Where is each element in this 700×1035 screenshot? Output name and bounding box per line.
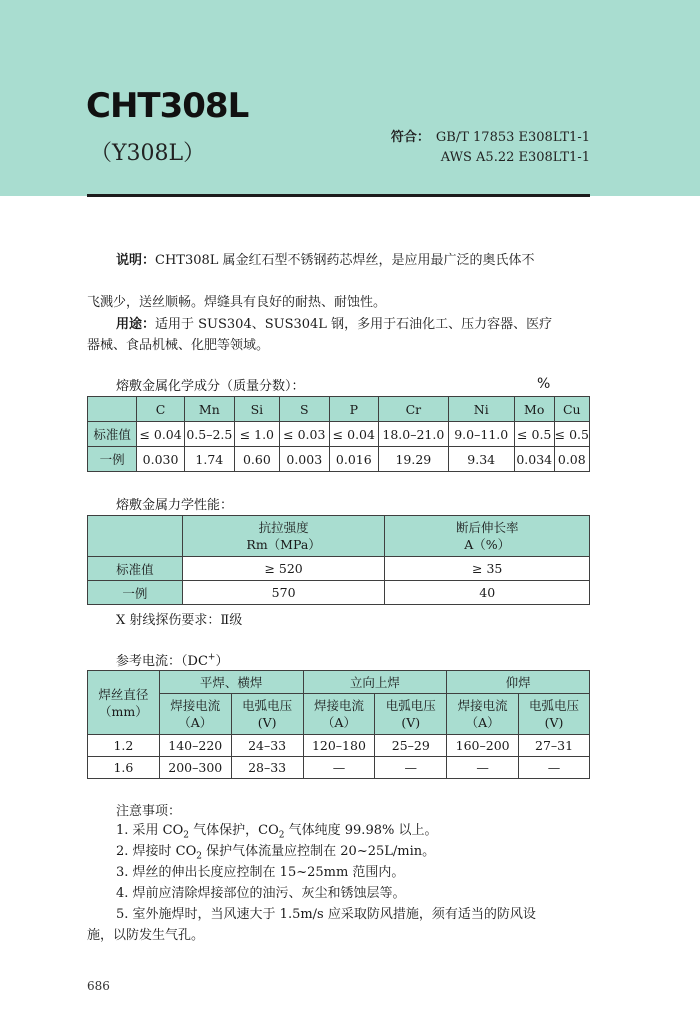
chemistry-title: 熔敷金属化学成分（质量分数）： xyxy=(116,379,305,394)
table-cell: 1.74 xyxy=(184,447,234,472)
chemistry-header-row xyxy=(88,397,590,422)
table-cell: 24–33 xyxy=(231,735,303,757)
mechanical-table xyxy=(87,515,590,605)
current-subheader: 焊接电流 （A） xyxy=(447,694,519,735)
product-subtitle: （Y308L） xyxy=(90,141,206,166)
voltage-subheader: 电弧电压 (V) xyxy=(231,694,303,735)
table-row xyxy=(88,422,590,447)
group-header-overhead: 仰焊 xyxy=(447,671,590,694)
group-header-vertical: 立向上焊 xyxy=(303,671,447,694)
note-5-line-2: 施，以防发生气孔。 xyxy=(87,928,205,943)
table-row xyxy=(88,757,590,779)
usage-label: 用途： xyxy=(116,317,156,332)
table-cell: 570 xyxy=(182,581,385,605)
chemistry-table xyxy=(87,396,590,472)
table-row xyxy=(88,447,590,472)
mechanical-header-cell xyxy=(88,516,183,557)
group-header-flat: 平焊、横焊 xyxy=(159,671,303,694)
mechanical-header-cell: 断后伸长率 A（%） xyxy=(385,516,590,557)
table-cell: 0.034 xyxy=(514,447,554,472)
current-subheader: 焊接电流 （A） xyxy=(159,694,231,735)
table-cell: 200–300 xyxy=(159,757,231,779)
table-cell: 25–29 xyxy=(375,735,447,757)
current-table xyxy=(87,670,590,779)
description-line-1 xyxy=(116,250,592,271)
standard-aws: AWS A5.22 E308LT1-1 xyxy=(440,150,590,165)
voltage-subheader: 电弧电压 (V) xyxy=(519,694,590,735)
chemistry-header-cell: Cu xyxy=(554,397,589,422)
table-cell: 28–33 xyxy=(231,757,303,779)
chemistry-header-cell: Si xyxy=(234,397,279,422)
table-cell: 120–180 xyxy=(303,735,375,757)
standard-block xyxy=(391,128,590,168)
table-cell: ≤ 0.04 xyxy=(329,422,379,447)
table-cell: 9.0–11.0 xyxy=(448,422,514,447)
table-cell: 一例 xyxy=(88,581,183,605)
standard-gb: GB/T 17853 E308LT1-1 xyxy=(435,130,590,145)
note-2: 2. 焊接时 $CO_2$ 保护气体流量应控制在 20~25L/min。 xyxy=(116,844,436,862)
note-5-line-1: 5. 室外施焊时，当风速大于 1.5m/s 应采取防风措施，须有适当的防风设 xyxy=(116,907,536,922)
chemistry-header-cell: S xyxy=(280,397,330,422)
usage-text-1: 适用于 SUS304、SUS304L 钢，多用于石油化工、压力容器、医疗 xyxy=(155,317,553,332)
current-group-row xyxy=(88,671,590,694)
table-cell: — xyxy=(303,757,375,779)
table-cell: 40 xyxy=(385,581,590,605)
table-cell: 27–31 xyxy=(519,735,590,757)
xray-requirement: X 射线探伤要求：Ⅱ级 xyxy=(116,613,243,628)
table-cell: 0.60 xyxy=(234,447,279,472)
chemistry-header-cell: Mn xyxy=(184,397,234,422)
product-title: CHT308L xyxy=(86,86,249,126)
table-cell: 0.003 xyxy=(280,447,330,472)
chemistry-header-cell: P xyxy=(329,397,379,422)
voltage-subheader: 电弧电压 (V) xyxy=(375,694,447,735)
current-title: 参考电流：（DC+） xyxy=(116,652,229,669)
chemistry-header-cell: Mo xyxy=(514,397,554,422)
table-cell: 标准值 xyxy=(88,422,137,447)
description-text-1: CHT308L 属金红石型不锈钢药芯焊丝，是应用最广泛的奥氏体不 xyxy=(155,253,535,268)
mechanical-header-row xyxy=(88,516,590,557)
table-cell: ≤ 0.04 xyxy=(137,422,185,447)
chemistry-header-cell: Ni xyxy=(448,397,514,422)
table-cell: 9.34 xyxy=(448,447,514,472)
table-cell: 0.5–2.5 xyxy=(184,422,234,447)
note-1: 1. 采用 $CO_2$ 气体保护，$CO_2$ 气体纯度 99.98% 以上。 xyxy=(116,823,438,841)
chemistry-header-cell: Cr xyxy=(379,397,449,422)
table-cell: ≤ 0.03 xyxy=(280,422,330,447)
table-cell: 1.2 xyxy=(88,735,160,757)
mechanical-title: 熔敷金属力学性能： xyxy=(116,498,234,513)
table-cell: — xyxy=(375,757,447,779)
wire-diameter-header: 焊丝直径 （mm） xyxy=(88,671,160,735)
table-cell: 1.6 xyxy=(88,757,160,779)
table-cell: 0.016 xyxy=(329,447,379,472)
note-3: 3. 焊丝的伸出长度应控制在 15~25mm 范围内。 xyxy=(116,865,405,880)
table-cell: 160–200 xyxy=(447,735,519,757)
table-cell: — xyxy=(519,757,590,779)
table-cell: ≤ 1.0 xyxy=(234,422,279,447)
table-cell: 18.0–21.0 xyxy=(379,422,449,447)
note-4: 4. 焊前应清除焊接部位的油污、灰尘和锈蚀层等。 xyxy=(116,886,406,901)
table-cell: ≥ 35 xyxy=(385,557,590,581)
table-cell: 140–220 xyxy=(159,735,231,757)
chemistry-header-cell: C xyxy=(137,397,185,422)
table-cell: ≥ 520 xyxy=(182,557,385,581)
mechanical-header-cell: 抗拉强度 Rm（MPa） xyxy=(182,516,385,557)
table-cell: 19.29 xyxy=(379,447,449,472)
chemistry-title-suffix: （质量分数）： xyxy=(220,379,305,394)
table-row xyxy=(88,581,590,605)
table-row xyxy=(88,735,590,757)
chemistry-unit: % xyxy=(537,376,551,392)
description-line-2: 飞溅少，送丝顺畅。焊缝具有良好的耐热、耐蚀性。 xyxy=(87,295,387,310)
table-cell: 标准值 xyxy=(88,557,183,581)
table-cell: — xyxy=(447,757,519,779)
current-subheader-row xyxy=(88,694,590,735)
usage-line-2: 器械、食品机械、化肥等领域。 xyxy=(87,338,270,353)
header-rule xyxy=(87,194,590,197)
table-cell: ≤ 0.5 xyxy=(514,422,554,447)
description-label: 说明： xyxy=(116,253,156,268)
table-cell: 0.030 xyxy=(137,447,185,472)
table-cell: 一例 xyxy=(88,447,137,472)
notes-title: 注意事项： xyxy=(116,804,182,819)
current-subheader: 焊接电流 （A） xyxy=(303,694,375,735)
table-cell: 0.08 xyxy=(554,447,589,472)
table-row xyxy=(88,557,590,581)
usage-line-1 xyxy=(116,314,592,335)
chemistry-header-cell xyxy=(88,397,137,422)
table-cell: ≤ 0.5 xyxy=(554,422,589,447)
page-number: 686 xyxy=(87,979,110,993)
standard-label: 符合： xyxy=(390,130,430,145)
